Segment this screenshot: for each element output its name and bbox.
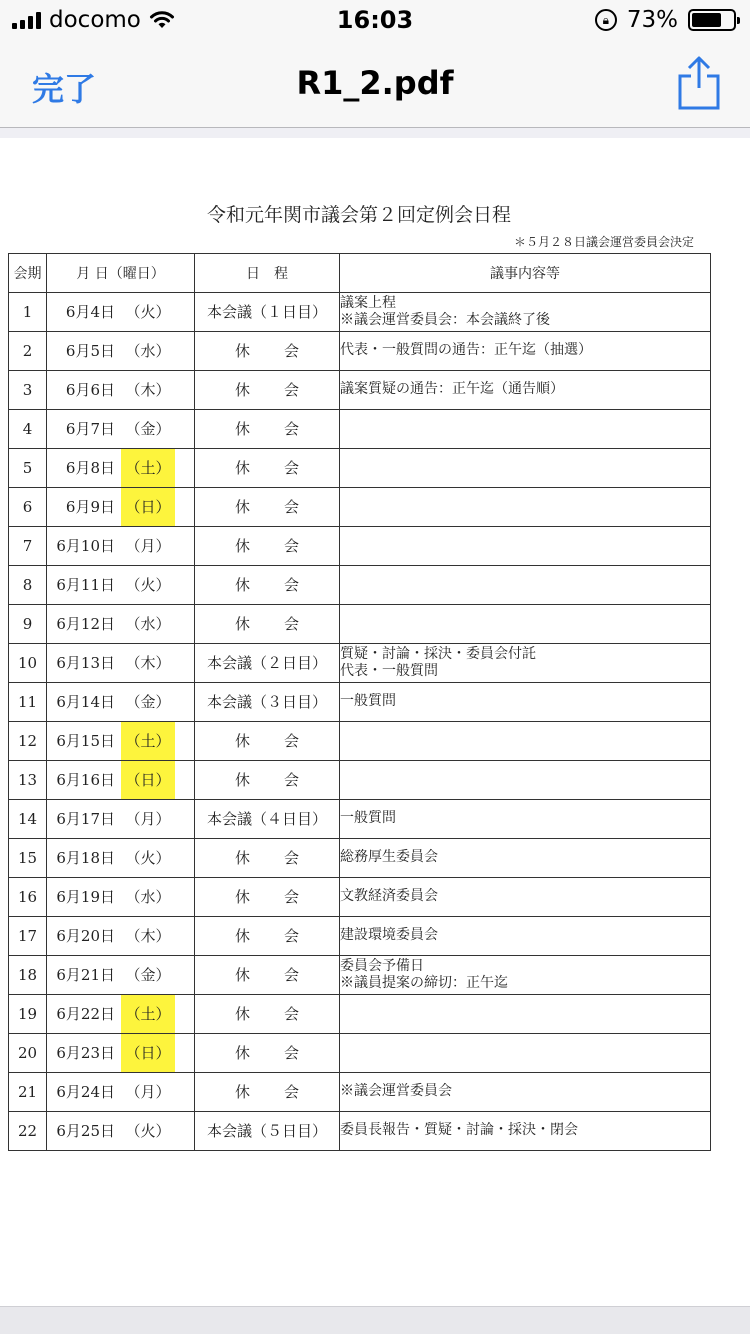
content-line: 一般質問	[340, 810, 396, 827]
date-cell	[47, 760, 195, 799]
session-day-cell: 3	[9, 370, 47, 409]
weekday-label: （水）	[125, 615, 171, 634]
date-label: 6月24日	[56, 1083, 115, 1102]
weekday-label: （月）	[125, 1083, 171, 1102]
content-cell	[340, 604, 711, 643]
schedule-table	[8, 253, 711, 1151]
content-cell	[340, 721, 711, 760]
content-line: ※議会運営委員会：本会議終了後	[340, 311, 550, 328]
schedule-cell	[195, 565, 340, 604]
content-cell	[340, 1072, 711, 1111]
schedule-cell	[195, 838, 340, 877]
table-row	[9, 721, 711, 760]
weekday-label: （金）	[125, 966, 171, 985]
table-row	[9, 565, 711, 604]
table-row	[9, 1111, 711, 1150]
schedule-cell	[195, 370, 340, 409]
content-line: 総務厚生委員会	[340, 849, 438, 866]
schedule-label: 休会	[234, 498, 333, 517]
content-cell	[340, 331, 711, 370]
weekday-label-highlighted: （日）	[121, 761, 175, 799]
weekday-label-highlighted: （土）	[121, 449, 175, 487]
content-cell	[340, 877, 711, 916]
date-label: 6月23日	[56, 1044, 115, 1063]
content-line: 代表・一般質問の通告：正午迄（抽選）	[340, 342, 592, 359]
session-day-cell: 11	[9, 682, 47, 721]
date-cell	[47, 331, 195, 370]
weekday-label-highlighted: （土）	[121, 995, 175, 1033]
schedule-cell	[195, 487, 340, 526]
schedule-label: 休会	[234, 966, 333, 985]
schedule-label: 休会	[234, 342, 333, 361]
weekday-label: （水）	[125, 342, 171, 361]
date-label: 6月5日	[65, 342, 115, 361]
session-day-cell: 1	[9, 292, 47, 331]
header-session: 会期	[9, 254, 47, 293]
content-cell	[340, 1111, 711, 1150]
weekday-label-highlighted: （日）	[121, 488, 175, 526]
date-label: 6月9日	[65, 498, 115, 517]
date-label: 6月14日	[56, 693, 115, 712]
date-cell	[47, 409, 195, 448]
date-label: 6月8日	[65, 459, 115, 478]
table-row	[9, 526, 711, 565]
content-cell	[340, 994, 711, 1033]
schedule-label: 本会議（３日目）	[206, 693, 327, 712]
date-label: 6月7日	[65, 420, 115, 439]
date-cell	[47, 955, 195, 994]
clock: 16:03	[336, 6, 414, 34]
done-button[interactable]: 完了	[32, 70, 97, 108]
content-line: 議案質疑の通告：正午迄（通告順）	[340, 381, 564, 398]
table-body	[9, 292, 711, 1150]
session-day-cell: 16	[9, 877, 47, 916]
content-cell	[340, 526, 711, 565]
schedule-cell	[195, 799, 340, 838]
weekday-label: （水）	[125, 888, 171, 907]
weekday-label: （月）	[125, 810, 171, 829]
table-row	[9, 409, 711, 448]
session-day-cell: 9	[9, 604, 47, 643]
schedule-label: 本会議（４日目）	[206, 810, 327, 829]
schedule-cell	[195, 331, 340, 370]
date-cell	[47, 916, 195, 955]
table-row	[9, 448, 711, 487]
content-cell	[340, 565, 711, 604]
weekday-label: （月）	[125, 537, 171, 556]
schedule-cell	[195, 292, 340, 331]
date-label: 6月21日	[56, 966, 115, 985]
content-cell	[340, 370, 711, 409]
table-row	[9, 643, 711, 682]
table-row	[9, 994, 711, 1033]
content-line: 一般質問	[340, 693, 396, 710]
session-day-cell: 4	[9, 409, 47, 448]
table-row	[9, 331, 711, 370]
schedule-cell	[195, 526, 340, 565]
content-line: ※議会運営委員会	[340, 1083, 452, 1100]
date-cell	[47, 877, 195, 916]
content-cell	[340, 643, 711, 682]
weekday-label-highlighted: （日）	[121, 1034, 175, 1072]
weekday-label: （火）	[125, 576, 171, 595]
date-cell	[47, 799, 195, 838]
battery-percent: 73%	[626, 7, 678, 33]
schedule-cell	[195, 1033, 340, 1072]
table-row	[9, 487, 711, 526]
content-cell	[340, 292, 711, 331]
session-day-cell: 22	[9, 1111, 47, 1150]
schedule-cell	[195, 760, 340, 799]
table-row	[9, 955, 711, 994]
table-row	[9, 877, 711, 916]
date-cell	[47, 604, 195, 643]
date-cell	[47, 643, 195, 682]
schedule-label: 休会	[234, 420, 333, 439]
weekday-label-highlighted: （土）	[121, 722, 175, 760]
date-cell	[47, 292, 195, 331]
schedule-cell	[195, 955, 340, 994]
schedule-cell	[195, 877, 340, 916]
date-label: 6月17日	[56, 810, 115, 829]
content-cell	[340, 955, 711, 994]
header-schedule: 日 程	[195, 254, 340, 293]
date-label: 6月4日	[65, 303, 115, 322]
weekday-label: （金）	[125, 693, 171, 712]
session-day-cell: 12	[9, 721, 47, 760]
schedule-label: 休会	[234, 459, 333, 478]
date-label: 6月15日	[56, 732, 115, 751]
schedule-cell	[195, 448, 340, 487]
content-cell	[340, 799, 711, 838]
date-cell	[47, 487, 195, 526]
schedule-label: 休会	[234, 615, 333, 634]
schedule-cell	[195, 682, 340, 721]
weekday-label: （火）	[125, 303, 171, 322]
date-cell	[47, 1111, 195, 1150]
session-day-cell: 2	[9, 331, 47, 370]
content-cell	[340, 487, 711, 526]
schedule-label: 休会	[234, 576, 333, 595]
pdf-page[interactable]	[0, 138, 750, 1306]
session-day-cell: 10	[9, 643, 47, 682]
schedule-cell	[195, 643, 340, 682]
date-cell	[47, 370, 195, 409]
weekday-label: （金）	[125, 420, 171, 439]
date-cell	[47, 565, 195, 604]
session-day-cell: 20	[9, 1033, 47, 1072]
table-row	[9, 370, 711, 409]
nav-bar	[0, 40, 750, 128]
table-row	[9, 838, 711, 877]
date-cell	[47, 448, 195, 487]
content-cell	[340, 448, 711, 487]
table-row	[9, 916, 711, 955]
content-cell	[340, 760, 711, 799]
header-date: 月 日（曜日）	[47, 254, 195, 293]
content-cell	[340, 409, 711, 448]
date-label: 6月13日	[56, 654, 115, 673]
table-row	[9, 292, 711, 331]
content-cell	[340, 682, 711, 721]
decision-note: ＊５月２８日議会運営委員会決定	[513, 235, 694, 249]
schedule-label: 休会	[234, 1005, 333, 1024]
share-icon[interactable]	[676, 54, 722, 110]
schedule-cell	[195, 1111, 340, 1150]
content-line: 建設環境委員会	[340, 927, 438, 944]
table-row	[9, 604, 711, 643]
content-line: 委員長報告・質疑・討論・採決・閉会	[340, 1122, 578, 1139]
weekday-label: （木）	[125, 381, 171, 400]
content-line: 代表・一般質問	[340, 662, 438, 679]
weekday-label: （火）	[125, 1122, 171, 1141]
date-label: 6月19日	[56, 888, 115, 907]
session-day-cell: 15	[9, 838, 47, 877]
session-day-cell: 18	[9, 955, 47, 994]
content-line: 委員会予備日	[340, 957, 424, 974]
carrier-label: docomo	[49, 7, 141, 33]
schedule-label: 休会	[234, 732, 333, 751]
content-cell	[340, 838, 711, 877]
table-header-row	[9, 254, 711, 293]
schedule-label: 休会	[234, 927, 333, 946]
schedule-title: 令和元年関市議会第２回定例会日程	[206, 204, 511, 226]
content-cell	[340, 1033, 711, 1072]
table-row	[9, 1072, 711, 1111]
orientation-lock-icon: 🔒︎	[595, 9, 617, 31]
table-row	[9, 682, 711, 721]
session-day-cell: 8	[9, 565, 47, 604]
date-cell	[47, 721, 195, 760]
date-label: 6月10日	[56, 537, 115, 556]
content-line: ※議員提案の締切：正午迄	[340, 974, 508, 991]
content-line: 質疑・討論・採決・委員会付託	[340, 645, 536, 662]
schedule-cell	[195, 721, 340, 760]
weekday-label: （木）	[125, 654, 171, 673]
document-title: R1_2.pdf	[296, 64, 454, 102]
table-row	[9, 1033, 711, 1072]
session-day-cell: 13	[9, 760, 47, 799]
schedule-label: 休会	[234, 1083, 333, 1102]
date-label: 6月25日	[56, 1122, 115, 1141]
schedule-cell	[195, 916, 340, 955]
schedule-label: 本会議（５日目）	[206, 1122, 327, 1141]
date-label: 6月16日	[56, 771, 115, 790]
date-cell	[47, 526, 195, 565]
content-cell	[340, 916, 711, 955]
schedule-label: 休会	[234, 537, 333, 556]
schedule-label: 休会	[234, 888, 333, 907]
session-day-cell: 21	[9, 1072, 47, 1111]
weekday-label: （火）	[125, 849, 171, 868]
date-cell	[47, 1072, 195, 1111]
date-label: 6月11日	[56, 576, 115, 595]
schedule-label: 本会議（２日目）	[206, 654, 327, 673]
session-day-cell: 17	[9, 916, 47, 955]
schedule-label: 休会	[234, 1044, 333, 1063]
battery-fill	[692, 13, 721, 27]
schedule-cell	[195, 1072, 340, 1111]
session-day-cell: 7	[9, 526, 47, 565]
header-content: 議事内容等	[340, 254, 711, 293]
date-label: 6月20日	[56, 927, 115, 946]
date-cell	[47, 838, 195, 877]
date-label: 6月12日	[56, 615, 115, 634]
table-row	[9, 799, 711, 838]
date-label: 6月18日	[56, 849, 115, 868]
date-cell	[47, 682, 195, 721]
content-line: 議案上程	[340, 294, 396, 311]
schedule-label: 休会	[234, 849, 333, 868]
date-cell	[47, 994, 195, 1033]
date-label: 6月22日	[56, 1005, 115, 1024]
table-row	[9, 760, 711, 799]
session-day-cell: 14	[9, 799, 47, 838]
weekday-label: （木）	[125, 927, 171, 946]
schedule-label: 休会	[234, 381, 333, 400]
session-day-cell: 5	[9, 448, 47, 487]
date-cell	[47, 1033, 195, 1072]
battery-icon	[688, 9, 736, 31]
schedule-cell	[195, 994, 340, 1033]
status-right	[595, 6, 736, 34]
schedule-cell	[195, 409, 340, 448]
session-day-cell: 19	[9, 994, 47, 1033]
date-label: 6月6日	[65, 381, 115, 400]
schedule-label: 休会	[234, 771, 333, 790]
status-bar	[0, 0, 750, 40]
bottom-toolbar-edge	[0, 1306, 750, 1334]
schedule-label: 本会議（１日目）	[206, 303, 327, 322]
session-day-cell: 6	[9, 487, 47, 526]
content-line: 文教経済委員会	[340, 888, 438, 905]
schedule-cell	[195, 604, 340, 643]
